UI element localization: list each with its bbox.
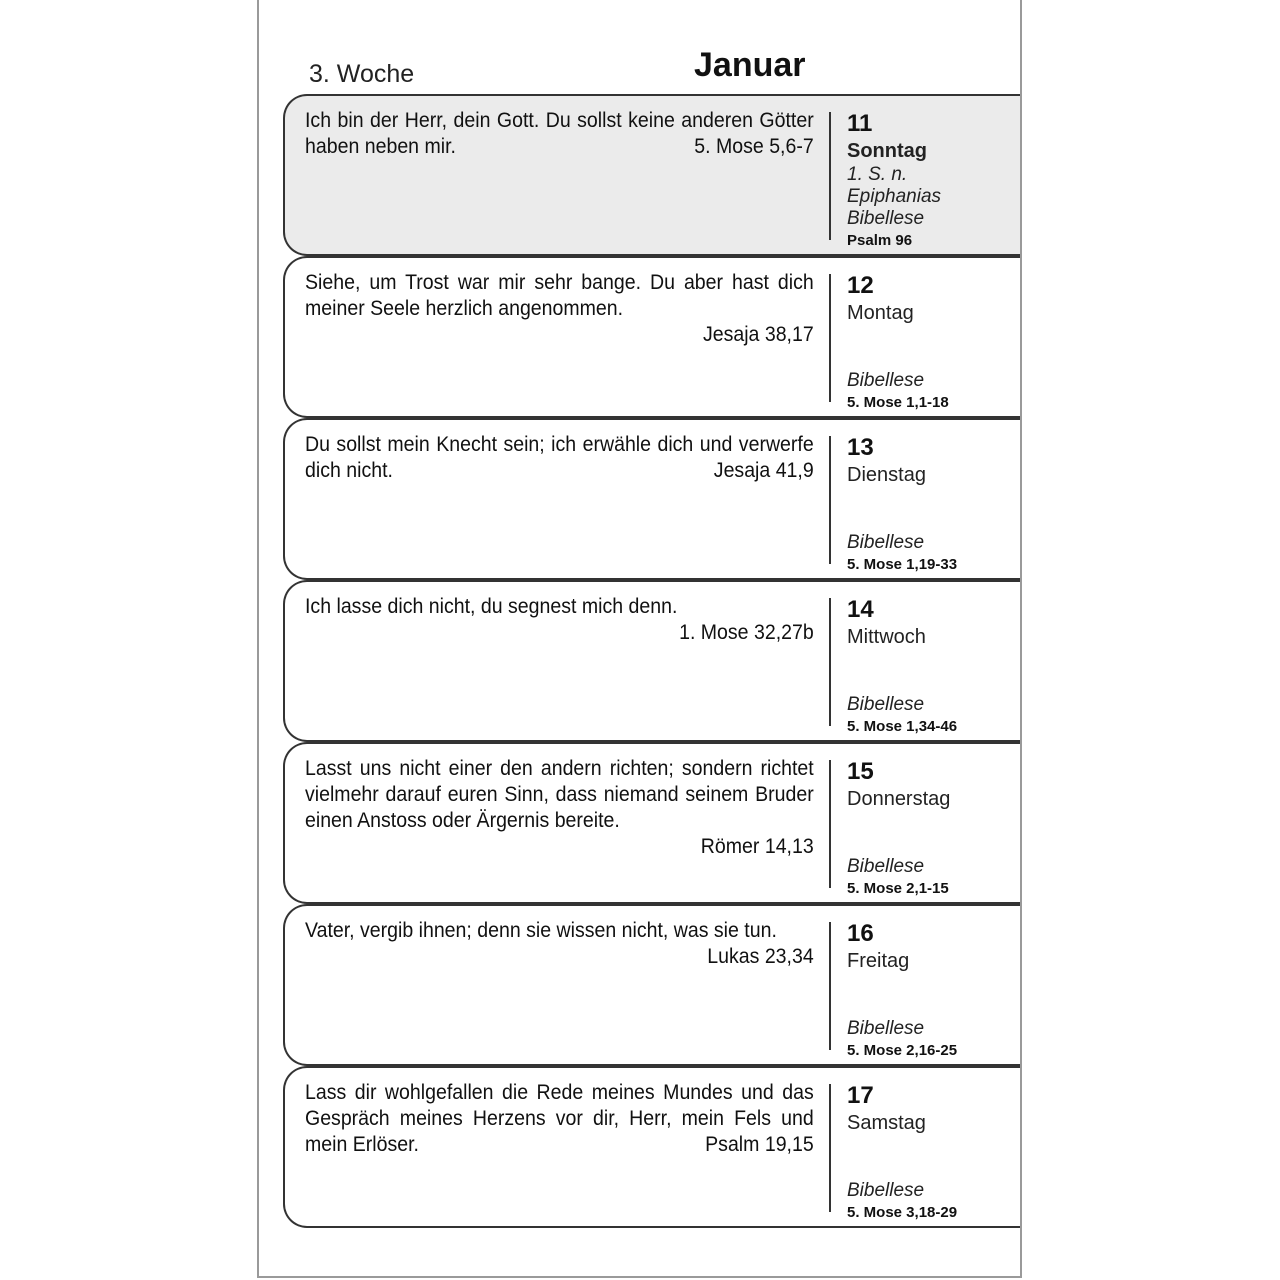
weekday-name: Dienstag <box>847 464 926 486</box>
verse <box>305 432 814 484</box>
day-number: 12 <box>847 272 874 299</box>
verse <box>305 270 814 348</box>
bibellese-label: Bibellese <box>847 1018 925 1039</box>
verse-text: Vater, vergib ihnen; denn sie wissen nicht, was sie tun. <box>305 919 777 942</box>
weekday-name: Donnerstag <box>847 788 951 810</box>
verse-ref: Jesaja 38,17 <box>702 323 814 346</box>
bibellese-ref: 5. Mose 2,1-15 <box>847 880 949 897</box>
verse <box>305 594 814 646</box>
verse-text: Ich lasse dich nicht, du segnest mich denn. <box>305 595 678 618</box>
day-number: 15 <box>847 758 874 785</box>
week-label: 3. Woche <box>309 60 415 88</box>
bibellese-ref: 5. Mose 2,16-25 <box>847 1042 958 1059</box>
bibellese-label: Bibellese <box>847 856 925 877</box>
verse <box>305 756 814 860</box>
bibellese-ref: Psalm 96 <box>847 232 913 249</box>
weekday-name: Mittwoch <box>847 626 926 648</box>
column-divider <box>829 274 831 402</box>
verse-text: Lass dir wohlgefallen die Rede meines Mundes und das Gespräch meines Herzens vor dir, Herr, mein Fels und mein Erlöser. <box>305 1081 814 1156</box>
day-entry-16 <box>283 904 1022 1066</box>
bibellese-label: Bibellese <box>847 532 925 553</box>
column-divider <box>829 598 831 726</box>
day-entry-13 <box>283 418 1022 580</box>
feast-line: 1. S. n. <box>847 164 908 185</box>
verse <box>305 1080 814 1158</box>
verse-ref: Römer 14,13 <box>700 835 814 858</box>
bibellese-ref: 5. Mose 1,1-18 <box>847 394 949 411</box>
bibellese-label: Bibellese <box>847 694 925 715</box>
verse <box>305 108 814 160</box>
day-entry-12 <box>283 256 1022 418</box>
verse <box>305 918 814 970</box>
day-number: 11 <box>847 110 873 137</box>
day-entry-14 <box>283 580 1022 742</box>
weekday-name: Sonntag <box>847 140 927 162</box>
column-divider <box>829 112 831 240</box>
weekday-name: Freitag <box>847 950 910 972</box>
bibellese-label: Bibellese <box>847 1180 925 1201</box>
calendar-page <box>257 0 1022 1278</box>
day-number: 14 <box>847 596 874 623</box>
bibellese-label: Bibellese <box>847 208 925 229</box>
column-divider <box>829 1084 831 1212</box>
day-number: 17 <box>847 1082 874 1109</box>
weekday-name: Montag <box>847 302 914 324</box>
verse-text: Lasst uns nicht einer den andern richten; sondern richtet vielmehr darauf euren Sinn, dass niemand seinem Bruder einen Anstoss oder Ärgernis bereite. <box>305 757 814 832</box>
verse-ref: 5. Mose 5,6-7 <box>694 135 814 158</box>
bibellese-ref: 5. Mose 1,34-46 <box>847 718 958 735</box>
bibellese-ref: 5. Mose 1,19-33 <box>847 556 958 573</box>
column-divider <box>829 436 831 564</box>
day-entry-15 <box>283 742 1022 904</box>
verse-ref: Jesaja 41,9 <box>713 459 814 482</box>
verse-ref: Lukas 23,34 <box>707 945 814 968</box>
day-number: 16 <box>847 920 874 947</box>
day-entry-11 <box>283 94 1022 256</box>
column-divider <box>829 922 831 1050</box>
feast-line: Epiphanias <box>847 186 942 207</box>
month-title: Januar <box>694 46 806 84</box>
verse-text: Siehe, um Trost war mir sehr bange. Du aber hast dich meiner Seele herzlich angenommen. <box>305 271 814 320</box>
bibellese-label: Bibellese <box>847 370 925 391</box>
day-number: 13 <box>847 434 874 461</box>
column-divider <box>829 760 831 888</box>
feast-day <box>847 164 941 208</box>
day-entry-17 <box>283 1066 1022 1228</box>
weekday-name: Samstag <box>847 1112 926 1134</box>
verse-text: Du sollst mein Knecht sein; ich erwähle dich und verwerfe dich nicht. <box>305 433 814 482</box>
bibellese-ref: 5. Mose 3,18-29 <box>847 1204 958 1221</box>
verse-ref: 1. Mose 32,27b <box>679 621 814 644</box>
verse-ref: Psalm 19,15 <box>705 1133 814 1156</box>
verse-text: Ich bin der Herr, dein Gott. Du sollst keine anderen Götter haben neben mir. <box>305 109 814 158</box>
